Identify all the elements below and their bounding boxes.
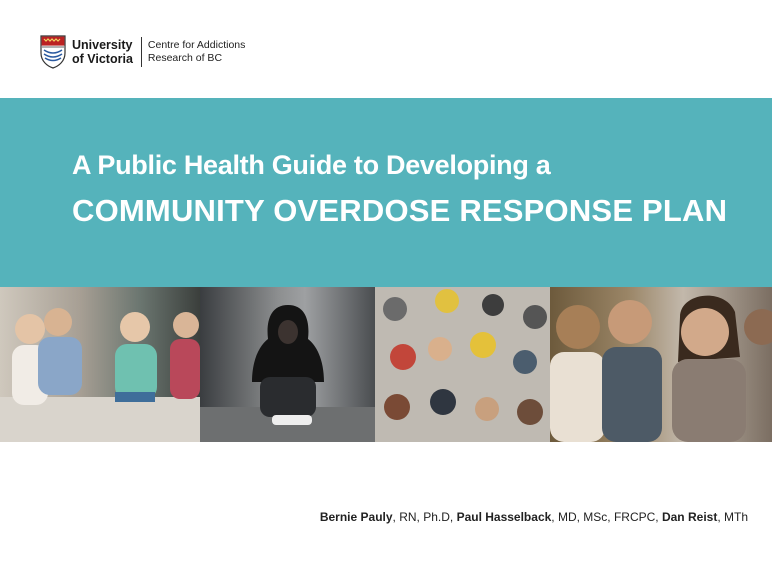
photo-crowd-from-above xyxy=(375,287,550,442)
photo-hooded-person xyxy=(200,287,375,442)
author-name-3: Dan Reist xyxy=(661,510,718,524)
centre-line-1: Centre for Addictions xyxy=(147,39,246,51)
title-line-1: A Public Health Guide to Developing a xyxy=(72,150,551,180)
centre-line-2: Research of BC xyxy=(147,52,223,64)
authors-line xyxy=(320,510,748,524)
logo-line-2: of Victoria xyxy=(72,52,133,66)
university-crest-icon xyxy=(40,35,66,69)
author-credentials-3: , MTh xyxy=(717,510,748,524)
logo-divider xyxy=(141,37,142,67)
header xyxy=(40,32,245,72)
author-name-2: Paul Hasselback xyxy=(456,510,552,524)
photo-seated-group xyxy=(550,287,772,442)
author-credentials-2: , MD, MSc, FRCPC, xyxy=(551,510,662,524)
author-name-1: Bernie Pauly xyxy=(319,510,393,524)
title-line-2: COMMUNITY OVERDOSE RESPONSE PLAN xyxy=(72,193,728,228)
logo-line-1: University xyxy=(72,38,133,52)
university-logo-text xyxy=(72,38,133,66)
photo-support-group xyxy=(0,287,200,442)
author-credentials-1: , RN, Ph.D, xyxy=(392,510,457,524)
photo-strip xyxy=(0,287,772,442)
centre-name xyxy=(148,39,245,65)
